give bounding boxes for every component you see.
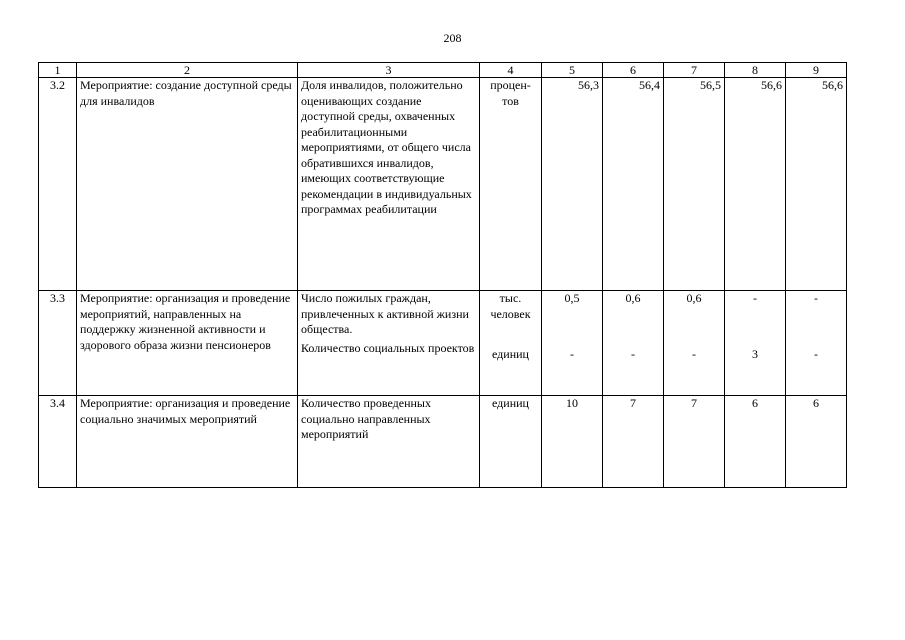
value-text: - [631,347,635,361]
header-col-6: 6 [603,63,664,78]
value-cell: 56,3 [542,78,603,291]
value-cell: 56,4 [603,78,664,291]
value-cell: 7 [664,396,725,488]
value-cell: 10 [542,396,603,488]
indicator-cell [298,291,480,396]
value-cell: 6 [786,396,847,488]
unit-cell [480,291,542,396]
header-col-8: 8 [725,63,786,78]
indicator-text: Количество социальных проектов [301,341,475,355]
indicator-cell: Доля инвалидов, положительно оценивающих создание доступной среды, охваченных реабилитационными мероприятиями, от общего числа обратившихся инвалидов, имеющих соответствующие рекомендации в индивидуальных программах реабилитации [298,78,480,291]
event-cell: Мероприятие: организация и проведение мероприятий, направленных на поддержку жизненной активности и здорового образа жизни пенсионеров [77,291,298,396]
value-text: - [814,291,818,305]
unit-text: единиц [492,347,529,361]
value-cell [664,291,725,396]
row-number: 3.2 [39,78,77,291]
header-col-9: 9 [786,63,847,78]
table-row [39,291,847,396]
value-cell: 6 [725,396,786,488]
data-table [38,62,847,488]
value-cell: 56,6 [786,78,847,291]
header-col-4: 4 [480,63,542,78]
event-cell: Мероприятие: организация и проведение социально значимых мероприятий [77,396,298,488]
value-cell: 56,6 [725,78,786,291]
value-cell [542,291,603,396]
event-cell: Мероприятие: создание доступной среды для инвалидов [77,78,298,291]
header-col-3: 3 [298,63,480,78]
unit-cell: процен-тов [480,78,542,291]
indicator-cell: Количество проведенных социально направленных мероприятий [298,396,480,488]
header-col-2: 2 [77,63,298,78]
value-text: - [753,291,757,305]
value-cell [603,291,664,396]
header-row [39,63,847,78]
value-cell: 7 [603,396,664,488]
indicator-text: Число пожилых граждан, привлеченных к активной жизни общества. [301,291,469,336]
row-number: 3.3 [39,291,77,396]
value-text: 0,6 [625,291,641,305]
header-col-5: 5 [542,63,603,78]
table-row [39,396,847,488]
value-text: 0,5 [564,291,580,305]
value-cell: 56,5 [664,78,725,291]
unit-cell: единиц [480,396,542,488]
header-col-1: 1 [39,63,77,78]
header-col-7: 7 [664,63,725,78]
value-cell [786,291,847,396]
value-cell [725,291,786,396]
row-number: 3.4 [39,396,77,488]
value-text: - [814,347,818,361]
value-text: 0,6 [686,291,702,305]
value-text: - [570,347,574,361]
page-number: 208 [443,31,462,45]
table-row [39,78,847,291]
value-text: - [692,347,696,361]
value-text: 3 [752,347,758,361]
unit-text: тыс. человек [490,291,531,321]
